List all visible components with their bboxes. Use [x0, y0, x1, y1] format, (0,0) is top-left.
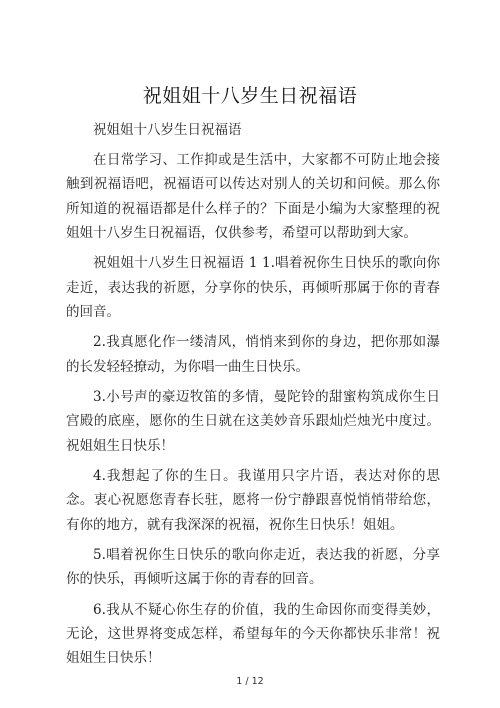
document-body [66, 118, 440, 677]
paragraph-4: 4.我想起了你的生日。我谨用只字片语，表达对你的思念。衷心祝愿您青春长驻，愿将一份宁静跟喜悦悄悄带给您，有你的地方，就有我深深的祝福，祝你生日快乐！姐姐。 [66, 468, 440, 533]
paragraph-2: 2.我真愿化作一缕清风，悄悄来到你的身边，把你那如瀑的长发轻轻撩动，为你唱一曲生日快乐。 [66, 334, 440, 375]
document-subtitle: 祝姐姐十八岁生日祝福语 [93, 122, 242, 138]
paragraph-3: 3.小号声的豪迈牧笛的多情，曼陀铃的甜蜜构筑成你生日宫殿的底座，愿你的生日就在这美妙音乐跟灿烂烛光中度过。祝姐姐生日快乐！ [66, 389, 440, 454]
paragraph-1: 祝姐姐十八岁生日祝福语 1 1.唱着祝你生日快乐的歌向你走近，表达我的祈愿，分享你的快乐，再倾听那属于你的青春的回音。 [66, 255, 440, 320]
document-title: 祝姐姐十八岁生日祝福语 [142, 85, 358, 107]
paragraph-intro: 在日常学习、工作抑或是生活中，大家都不可防止地会接触到祝福语吧，祝福语可以传达对别人的关切和问候。那么你所知道的祝福语都是什么样子的？下面是小编为大家整理的祝姐姐十八岁生日祝福语，仅供参考，希望可以帮助到大家。 [66, 152, 440, 241]
paragraph-5: 5.唱着祝你生日快乐的歌向你走近，表达我的祈愿，分享你的快乐，再倾听这属于你的青春的回音。 [66, 547, 440, 588]
paragraph-6: 6.我从不疑心你生存的价值，我的生命因你而变得美妙，无论，这世界将变成怎样，希望每年的今天你都快乐非常！祝姐姐生日快乐！ [66, 602, 440, 667]
page-indicator: 1 / 12 [236, 676, 264, 687]
